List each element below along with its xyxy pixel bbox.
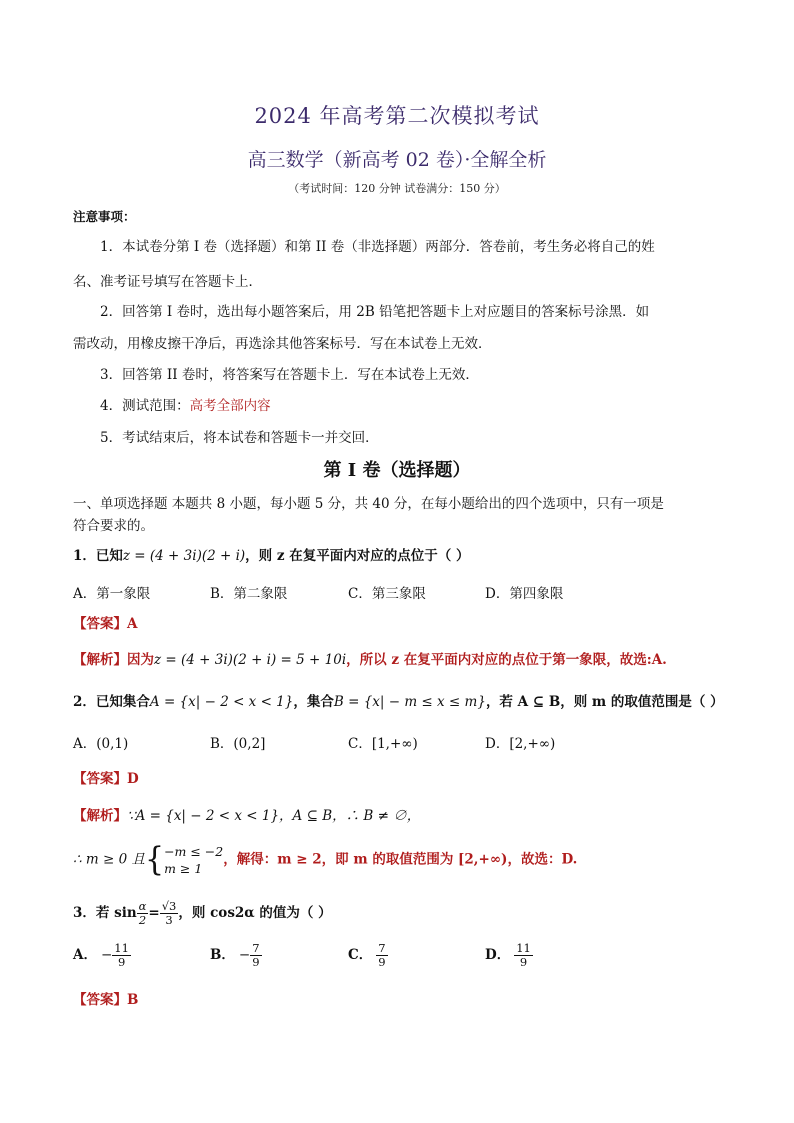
q3-option-b-sign: − <box>238 947 251 963</box>
q1-analysis-expression: z = (4 + 3i)(2 + i) = 5 + 10i <box>154 652 347 668</box>
notice-label: 注意事项： <box>73 209 136 224</box>
question-3 <box>73 900 332 927</box>
q3-option-c <box>348 942 388 969</box>
q3-option-b-label: B． <box>210 947 235 963</box>
q3-option-b <box>210 942 262 969</box>
notice-item4-prefix: 4．测试范围： <box>100 398 190 414</box>
q3-rhs-den: 3 <box>165 913 173 927</box>
notice-line-7: 5．考试结束后，将本试卷和答题卡一并交回． <box>100 430 379 446</box>
q2-option-d: D．[2,+∞) <box>485 736 556 752</box>
q2-analysis-suffix-2: ，解得：m ≥ 2，即 m 的取值范围为 [2,+∞)，故选：D. <box>223 851 578 868</box>
q3-option-a-sign: − <box>100 947 113 963</box>
q3-option-d <box>485 942 533 969</box>
q2-mid: ，集合 <box>293 694 334 710</box>
q3-option-a-fraction <box>112 942 131 969</box>
q1-suffix: ，则 z 在复平面内对应的点位于（ ） <box>245 548 470 564</box>
q1-option-c: C．第三象限 <box>348 586 426 602</box>
q3-answer-value: B <box>127 992 139 1008</box>
q1-answer-tag: 【答案】 <box>73 616 127 632</box>
q3-option-b-den: 9 <box>252 955 260 969</box>
q2-prefix: 2．已知集合 <box>73 694 150 710</box>
q3-option-c-den: 9 <box>378 955 386 969</box>
q2-answer-value: D <box>127 771 139 787</box>
question-1 <box>73 544 469 564</box>
q1-analysis-suffix: ，所以 z 在复平面内对应的点位于第一象限，故选:A. <box>346 652 667 668</box>
notice-line-5: 3．回答第 II 卷时，将答案写在答题卡上．写在本试卷上无效． <box>100 367 479 383</box>
q1-option-b: B．第二象限 <box>210 586 288 602</box>
q3-option-b-fraction <box>250 942 261 969</box>
q1-analysis-tag: 【解析】 <box>73 652 127 668</box>
q2-analysis-text-1: ∵A = {x| − 2 < x < 1}，A ⊆ B，∴ B ≠ ∅， <box>127 808 421 824</box>
q1-option-d: D．第四象限 <box>485 586 564 602</box>
section-intro-2: 符合要求的。 <box>73 518 154 534</box>
q1-analysis <box>73 648 667 668</box>
q3-lhs-fraction <box>137 900 149 927</box>
notice-line-2: 名、准考证号填写在答题卡上． <box>73 274 262 290</box>
q3-option-c-num: 7 <box>378 941 386 955</box>
q1-analysis-prefix: 因为 <box>127 652 154 668</box>
q2-inequality-system <box>164 843 223 877</box>
q2-option-a: A．(0,1) <box>73 736 129 752</box>
q3-prefix: 3．若 sin <box>73 905 137 921</box>
q2-analysis-line-2 <box>73 840 578 879</box>
q1-answer <box>73 612 137 632</box>
q3-rhs-fraction <box>160 900 179 927</box>
question-2 <box>73 690 724 710</box>
test-scope: 高考全部内容 <box>189 398 271 414</box>
q2-suffix: ，若 A ⊆ B，则 m 的取值范围是（ ） <box>485 694 724 710</box>
exam-meta: （考试时间：120 分钟 试卷满分：150 分） <box>288 182 506 195</box>
q3-answer <box>73 988 138 1008</box>
q3-lhs-den: 2 <box>138 913 147 927</box>
notice-line-3: 2．回答第 I 卷时，选出每小题答案后，用 2B 铅笔把答题卡上对应题目的答案标号涂黑．如 <box>100 304 650 320</box>
notice-line-4: 需改动，用橡皮擦干净后，再选涂其他答案标号．写在本试卷上无效． <box>73 336 492 352</box>
q3-answer-tag: 【答案】 <box>73 992 127 1008</box>
section-title: 第 I 卷（选择题） <box>323 460 471 481</box>
system-brace: { <box>144 840 165 879</box>
q3-option-d-fraction <box>514 942 533 969</box>
q1-answer-value: A <box>127 616 138 632</box>
q2-sys-bottom: m ≥ 1 <box>164 861 203 876</box>
q3-option-c-label: C． <box>348 947 373 963</box>
q2-set-a: A = {x| − 2 < x < 1} <box>149 694 294 710</box>
q1-option-a: A．第一象限 <box>73 586 151 602</box>
page-title: 2024 年高考第二次模拟考试 <box>254 104 540 128</box>
notice-line-1: 1．本试卷分第 I 卷（选择题）和第 II 卷（非选择题）两部分．答卷前，考生务必将自己的姓 <box>100 239 655 255</box>
q2-analysis-tag: 【解析】 <box>73 808 127 824</box>
q3-option-d-label: D． <box>485 947 511 963</box>
q2-answer <box>73 767 139 787</box>
section-intro-1: 一、单项选择题 本题共 8 小题，每小题 5 分，共 40 分，在每小题给出的四个选项中，只有一项是 <box>73 496 664 512</box>
q2-sys-top: −m ≤ −2 <box>164 844 224 859</box>
q2-option-c: C．[1,+∞) <box>348 736 418 752</box>
q3-option-b-num: 7 <box>252 941 260 955</box>
q1-expression: z = (4 + 3i)(2 + i) <box>122 548 246 564</box>
q3-option-a-num: 11 <box>114 941 129 955</box>
q3-suffix: ，则 cos2α 的值为（ ） <box>178 905 332 921</box>
q3-option-c-fraction <box>376 942 387 969</box>
q3-eq: = <box>148 905 160 921</box>
q2-option-b: B．(0,2] <box>210 736 266 752</box>
q2-answer-tag: 【答案】 <box>73 771 127 787</box>
q2-set-b: B = {x| − m ≤ x ≤ m} <box>333 694 486 710</box>
q3-option-a <box>73 942 131 969</box>
q3-lhs-num: α <box>138 899 147 913</box>
page-subtitle: 高三数学（新高考 02 卷）·全解全析 <box>247 149 547 171</box>
q3-option-d-num: 11 <box>516 941 531 955</box>
q3-option-a-den: 9 <box>117 955 126 969</box>
notice-line-6 <box>100 394 271 414</box>
q3-option-d-den: 9 <box>519 955 528 969</box>
q3-option-a-label: A． <box>73 947 97 963</box>
q1-prefix: 1．已知 <box>73 548 123 564</box>
q2-analysis-line-1 <box>73 804 420 824</box>
q3-rhs-num: √3 <box>161 899 177 913</box>
q2-analysis-prefix-2: ∴ m ≥ 0 且 <box>73 851 145 868</box>
